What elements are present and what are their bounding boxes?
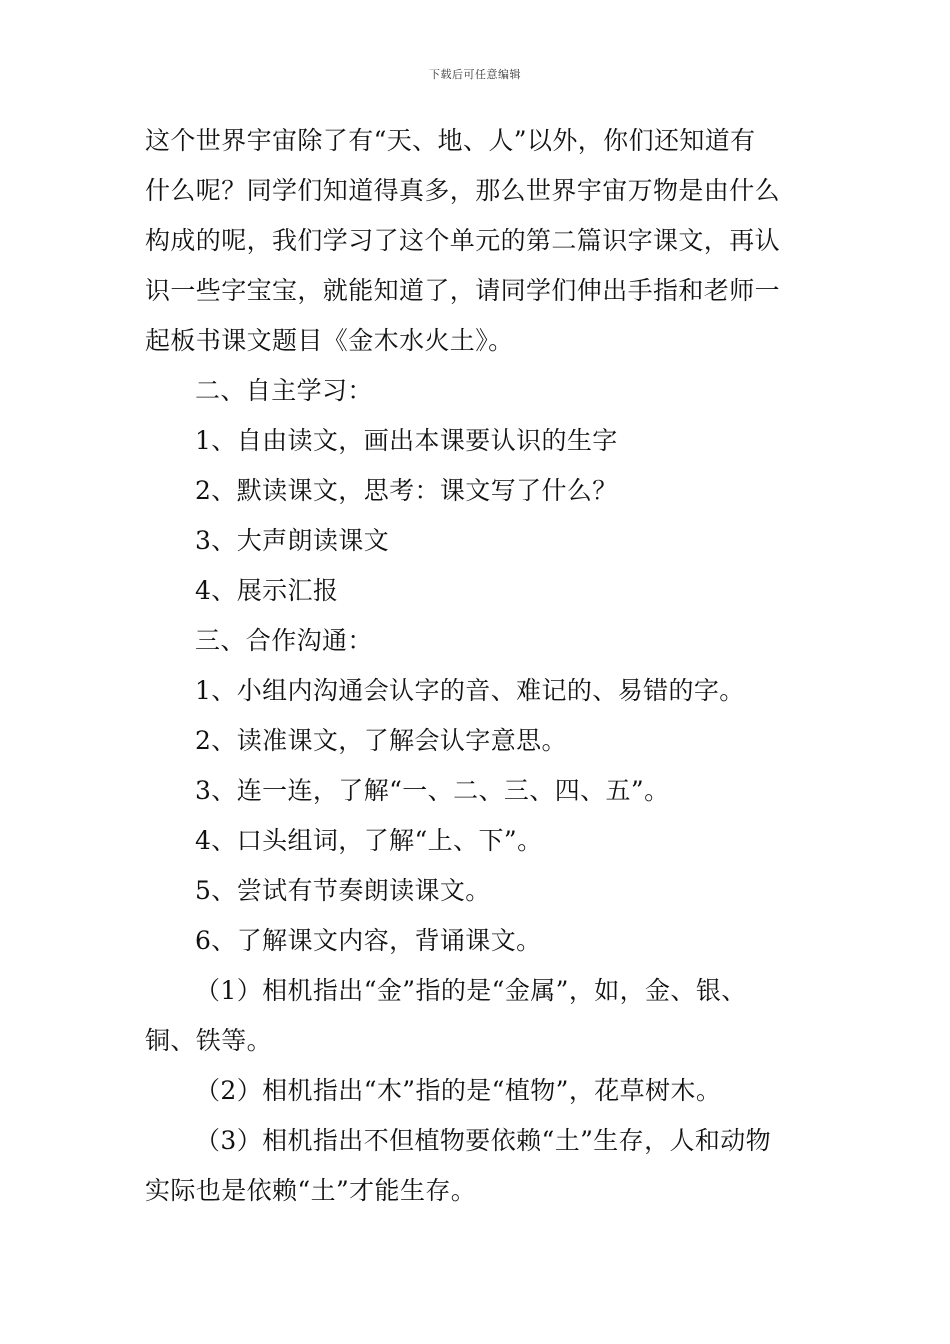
sub-item: （3）相机指出不但植物要依赖“土”生存，人和动物 xyxy=(195,1126,772,1155)
list-item: 2、读准课文，了解会认字意思。 xyxy=(195,726,567,755)
section-heading: 二、自主学习： xyxy=(195,376,373,405)
sub-item-continuation: 铜、铁等。 xyxy=(145,1026,273,1055)
list-item: 3、连一连，了解“一、二、三、四、五”。 xyxy=(195,776,670,805)
text-line: 起板书课文题目《金木水火土》。 xyxy=(145,326,514,355)
list-item: 6、了解课文内容，背诵课文。 xyxy=(195,926,542,955)
list-item: 2、默读课文，思考：课文写了什么？ xyxy=(195,476,618,505)
list-item: 5、尝试有节奏朗读课文。 xyxy=(195,876,491,905)
section-heading: 三、合作沟通： xyxy=(195,626,373,655)
text-line: 什么呢？同学们知道得真多，那么世界宇宙万物是由什么 xyxy=(145,176,781,205)
sub-item: （2）相机指出“木”指的是“植物”，花草树木。 xyxy=(195,1076,722,1105)
text-line: 构成的呢，我们学习了这个单元的第二篇识字课文，再认 xyxy=(145,226,781,255)
sub-item: （1）相机指出“金”指的是“金属”，如，金、银、 xyxy=(195,976,747,1005)
body-text xyxy=(145,128,807,1228)
text-line: 识一些字宝宝，就能知道了，请同学们伸出手指和老师一 xyxy=(145,276,781,305)
list-item: 3、大声朗读课文 xyxy=(195,526,390,555)
text-line: 这个世界宇宙除了有“天、地、人”以外，你们还知道有 xyxy=(145,126,756,155)
page-header: 下载后可任意编辑 xyxy=(429,68,521,81)
sub-item-continuation: 实际也是依赖“土”才能生存。 xyxy=(145,1176,477,1205)
list-item: 4、展示汇报 xyxy=(195,576,339,605)
list-item: 4、口头组词，了解“上、下”。 xyxy=(195,826,543,855)
list-item: 1、小组内沟通会认字的音、难记的、易错的字。 xyxy=(195,676,745,705)
list-item: 1、自由读文，画出本课要认识的生字 xyxy=(195,426,618,455)
